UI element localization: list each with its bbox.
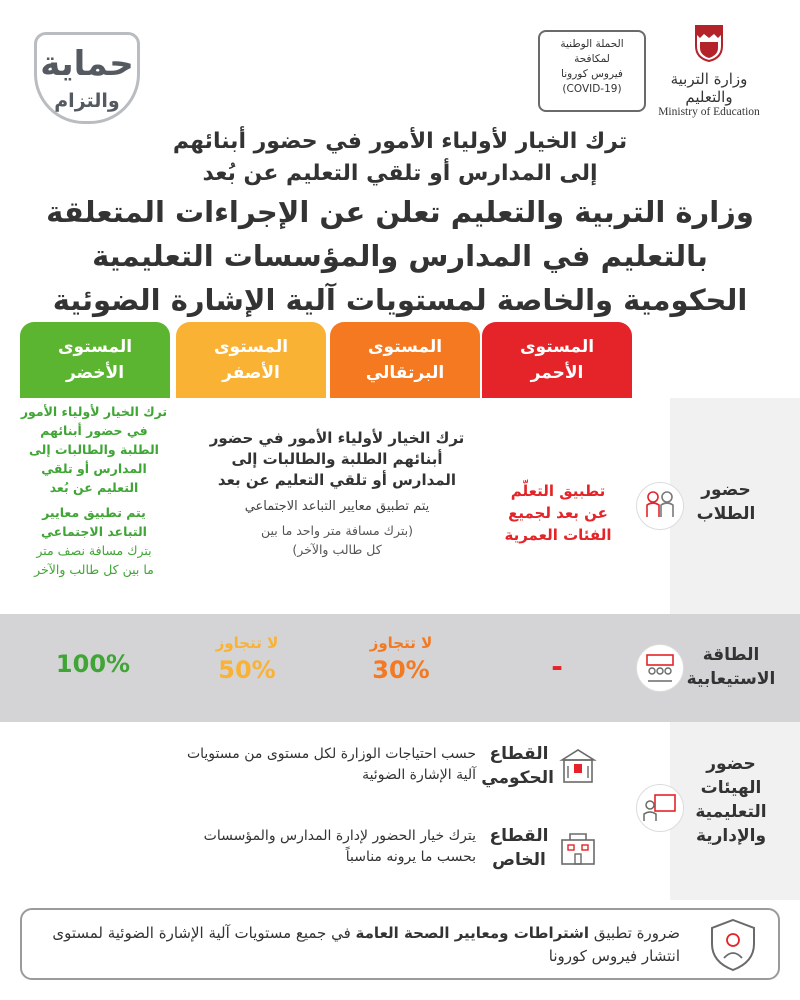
- row-label-line: والإدارية: [695, 826, 767, 846]
- subtitle: [80, 126, 720, 190]
- row-label-line: الهيئات: [700, 778, 762, 798]
- level-name: الأصفر: [222, 363, 280, 383]
- footer-text: ضرورة تطبيق: [589, 924, 680, 942]
- capacity-orange: [336, 632, 466, 686]
- emblem-icon: [694, 24, 724, 62]
- sector-gov-name: [481, 742, 554, 790]
- level-name: الأحمر: [530, 363, 584, 383]
- level-label: المستوى: [519, 337, 595, 357]
- attendance-orange-yellow: [196, 428, 478, 559]
- logo-line1: حماية: [40, 44, 134, 84]
- logo-line2: والتزام: [54, 90, 120, 112]
- footer-text-bold: اشتراطات ومعايير الصحة العامة: [355, 924, 590, 942]
- page-title: [30, 190, 770, 322]
- row-label-line: الطاقة: [702, 645, 760, 665]
- campaign-line: لمكافحة: [574, 53, 610, 65]
- level-label: المستوى: [213, 337, 289, 357]
- government-building-icon: [556, 744, 600, 788]
- distancing-text: يتم تطبيق معايير التباعد الاجتماعي: [244, 499, 430, 514]
- capacity-label: لا تتجاوز: [215, 634, 279, 652]
- campaign-badge: [538, 30, 646, 112]
- text-line: الخاص: [492, 850, 546, 870]
- level-label: المستوى: [367, 337, 443, 357]
- capacity-red: -: [551, 650, 563, 683]
- level-label: المستوى: [57, 337, 133, 357]
- row-label-line: الطلاب: [696, 504, 756, 524]
- subtitle-line: إلى المدارس أو تلقي التعليم عن بُعد: [202, 161, 598, 186]
- capacity-value: 50%: [218, 656, 276, 684]
- level-name: الأخضر: [65, 363, 125, 383]
- title-line: بالتعليم في المدارس والمؤسسات التعليمية: [92, 239, 708, 273]
- level-green-header: [20, 322, 170, 398]
- level-red-header: [482, 322, 632, 398]
- text-line: تطبيق التعلّم: [510, 482, 606, 500]
- attendance-green: [14, 402, 174, 579]
- text-line: التباعد الاجتماعي: [41, 524, 147, 539]
- school-building-icon: [556, 826, 600, 870]
- sector-gov-desc: [66, 744, 476, 786]
- text-line: يتم تطبيق معايير: [42, 505, 146, 520]
- text-line: عن بعد لجميع: [508, 504, 608, 522]
- footer-text: في جميع مستويات آلية الإشارة الضوئية لمستوى انتشار فيروس كورونا: [52, 924, 680, 965]
- himaya-logo: [28, 28, 146, 128]
- capacity-value: 30%: [372, 656, 430, 684]
- text-line: بترك مسافة نصف متر: [36, 543, 152, 558]
- text-line: القطاع: [489, 744, 549, 764]
- text-line: المدارس أو تلقي التعليم عن بعد: [217, 471, 457, 489]
- subtitle-line: ترك الخيار لأولياء الأمور في حضور أبنائهم: [172, 129, 628, 154]
- text-line: حسب احتياجات الوزارة لكل مستوى من مستويات: [186, 746, 476, 762]
- ministry-logo: [650, 24, 768, 116]
- text-line: القطاع: [489, 826, 549, 846]
- row-label-capacity: [676, 643, 786, 691]
- title-line: وزارة التربية والتعليم تعلن عن الإجراءات المتعلقة: [46, 195, 754, 229]
- row-label-line: الاستيعابية: [686, 669, 776, 689]
- capacity-yellow: [182, 632, 312, 686]
- text-line: الفئات العمرية: [504, 526, 612, 544]
- text-line: (بترك مسافة متر واحد ما بين: [261, 523, 413, 538]
- text-line: الحكومي: [481, 768, 554, 788]
- ministry-name-en: Ministry of Education: [658, 106, 760, 118]
- row-label-line: التعليمية: [695, 802, 767, 822]
- attendance-option-text: [196, 428, 478, 491]
- text-line: ترك الخيار لأولياء الأمور: [20, 404, 168, 419]
- ministry-name-ar: وزارة التربية والتعليم: [670, 70, 748, 106]
- row-label-attendance: [676, 478, 776, 526]
- capacity-green: 100%: [55, 650, 131, 678]
- text-line: أبنائهم الطلبة والطالبات إلى: [231, 450, 443, 468]
- text-line: في حضور أبنائهم: [40, 423, 148, 438]
- attendance-red: [488, 480, 628, 546]
- sector-private-desc: [66, 826, 476, 868]
- safety-shield-icon: [704, 916, 762, 974]
- text-line: ما بين كل طالب والآخر: [34, 562, 154, 577]
- footer-note: [40, 922, 680, 968]
- campaign-line: فيروس كورونا: [561, 68, 623, 80]
- level-orange-header: [330, 322, 480, 398]
- campaign-line: (COVID-19): [562, 83, 622, 95]
- capacity-label: لا تتجاوز: [369, 634, 433, 652]
- row-label-line: حضور: [706, 754, 756, 774]
- campaign-line: الحملة الوطنية: [560, 38, 624, 50]
- text-line: التعليم عن بُعد: [49, 480, 139, 495]
- text-line: المدارس أو تلقي: [41, 461, 147, 476]
- text-line: بحسب ما يرونه مناسباً: [345, 849, 476, 865]
- level-name: البرتقالي: [365, 363, 445, 383]
- title-line: الحكومية والخاصة لمستويات آلية الإشارة الضوئية: [52, 283, 748, 317]
- students-icon: [636, 482, 684, 530]
- text-line: كل طالب والآخر): [292, 542, 382, 557]
- row-label-line: حضور: [701, 480, 751, 500]
- text-line: آلية الإشارة الضوئية: [362, 767, 476, 783]
- level-yellow-header: [176, 322, 326, 398]
- text-line: ترك الخيار لأولياء الأمور في حضور: [209, 429, 465, 447]
- row-label-staff: [676, 752, 786, 848]
- classroom-icon: [636, 644, 684, 692]
- text-line: يترك خيار الحضور لإدارة المدارس والمؤسسات: [203, 828, 476, 844]
- sector-private-name: [484, 824, 554, 872]
- text-line: الطلبة والطالبات إلى: [29, 442, 159, 457]
- distancing-detail: [196, 521, 478, 559]
- teacher-icon: [636, 784, 684, 832]
